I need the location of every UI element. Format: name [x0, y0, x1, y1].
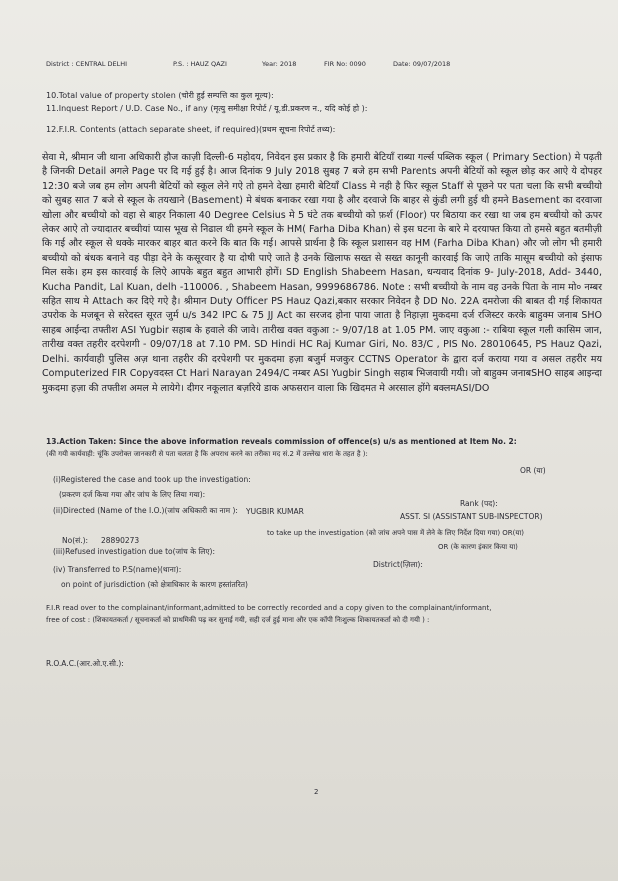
police-station-field: P.S. : HAUZ QAZI: [173, 60, 227, 68]
rank-label: Rank (पद):: [460, 499, 498, 508]
jurisdiction-note: on point of jurisdiction (को क्षेत्राधिकार के कारण हस्तांतरित): [61, 580, 248, 589]
item-13-hindi: (की गयी कार्यवाही: चूंकि उपरोक्त जानकारी से पता चलता है कि अपराध करने का तरीका मद सं.2 में उल्लेख धारा के तहत है ):: [46, 450, 368, 458]
page-number: 2: [314, 788, 319, 796]
rank-value: ASST. SI (ASSISTANT SUB-INSPECTOR): [400, 512, 543, 521]
directed-io-label: (ii)Directed (Name of the I.O.)(जांच अधिकारी का नाम ):: [53, 506, 238, 515]
item-11-inquest-report: 11.Inquest Report / U.D. Case No., if any (मृत्यु समीक्षा रिपोर्ट / यू.डी.प्रकरण न., यदि कोई हो ):: [46, 104, 368, 113]
fir-read-over-statement: F.I.R read over to the complainant/informant,admitted to be correctly recorded and a copy given to the complainant/informant,: [46, 604, 492, 612]
take-up-investigation: to take up the investigation (को जांच अपने पास में लेने के लिए निर्देश दिया गया) OR(या): [267, 529, 525, 537]
fir-contents-text: सेवा मे, श्रीमान जी थाना अधिकारी हौज काज़ी दिल्ली-6 महोदय, निवेदन इस प्रकार है कि हमारी बेटियाँ राब्या गर्ल्स पब्लिक स्कूल ( Primary Section) मे पढ़ती है जिनकी Detail अगले Page पर दि गई हुई है। आज दिनांक 9 July 2018 सुबह 7 बजे हम सभी Parents अपनी बेटियों को स्कूल छोड़ कर आऐ ये दोपहर 12:30 बजे जब हम लोग अपनी बेटियों को स्कूल लेने गऐ तो हमने देखा हमारी बेटियाँ Class मे नही है फिर स्कूल Staff से पूछने पर पता चला कि सभी बच्चीयो को सुबह सात 7 बजे से स्कूल के तयखाने (Basement) मे बंधक बनाकर रखा गया है और दरवाजे कि बाहर से कुंडी लगी हुई थी हमने Basement का दरवाजा खोला और बच्चीयो को वहा से बाहर निकाला 40 Degree Celsius मे 5 घंटे तक बच्चीयो को फ़र्श (Floor) पर बिठाया कर रखा था जब हम बच्चीयो को ऊपर लेकर आऐ तो ज्यादातर बच्चीयां प्यास भूख से निढाल थी हमने स्कूल के HM( Farha Diba Khan) से इस घटना के बारे मे दरयाफ्त किया तो हमसे बहुत बतमीज़ी कि गई और स्कूल से धक्के मारकर बाहर बात करने कि बात कि गई। आपसे प्रार्थना है कि स्कूल प्रशासन वह HM (Farha Diba Khan) और जो लोग भी हमारी बच्चीयो को बंधक बनाने वह पीड़ा देने के कसूरवार है या दोषी पाऐ जाते है उनके खिलाफ सख्त से सख्त कानूनी कारवाई कि जाऐ ताकि मासूम बच्चीयो को इंसाफ मिल सके। हम इस कारवाई के लिऐ आपके बहुत बहुत आभारी होगें। SD English Shabeem Hasan, धन्यवाद दिनांक 9- July-2018, Add- 3440, Kucha Pandit, Lal Kuan, delh -110006. , Shabeem Hasan, 9999686786. Note : सभी बच्चीयो के नाम वह उनके पिता के नाम मो० नम्बर सहित साथ मे Attach कर दिऐ गऐ है। श्रीमान Duty Officer PS Hauz Qazi,बकार सरकार निवेदन है DD No. 22A दमरोजा की बाबत दी गई शिकायत उपरोक के मजबून से सरेदस्त सूरत जुर्म u/s 342 IPC & 75 JJ Act का सरजद होना पाया जाता है निहाज़ा मुकदमा दर्ज रजिस्टर करके बाहुक्म जनाब SHO साहब आईन्दा तफ्तीश ASI Yugbir सहाब के हवाले की जावे। तारीख वक्त वकुआ :- 9/07/18 at 1.05 PM. जाए वकुआ :- राबिया स्कूल गली कासिम जान, तारीख वक्त तहरीर दरपेशगी - 09/07/18 at 7.10 PM. SD Hindi HC Raj Kumar Giri, No. 83/C , PIS No. 28010645, PS Hauz Qazi, Delhi. कार्यवाही पुलिस अज़ थाना तहरीर की दरपेशगी पर मुकदमा हज़ा बजुर्म मजकुर CCTNS Operator के द्वारा दर्ज कराया गया व असल तहरीर मय Computerized FIR Copyवदस्त Ct Hari Narayan 2494/C नम्बर ASI Yugbir Singh सहाब भिजवायी गयी। जो बाहुक्म जनाबSHO साहब आइन्दा मुकदमा हज़ा की तफ्तीश अमल मे लायेगे। दीगर नकूलात बज़रिये डाक अफसरान वाला कि खिदमत मे अरसाल होंगे बक्लमASI/DO: [42, 152, 602, 394]
district-label: District(ज़िला):: [373, 560, 423, 569]
registered-case-hindi: (प्रकरण दर्ज किया गया और जांच के लिए लिया गया):: [59, 490, 206, 499]
district-field: District : CENTRAL DELHI: [46, 60, 128, 68]
date-field: Date: 09/07/2018: [393, 60, 451, 68]
transferred-to-ps: (iv) Transferred to P.S(name)(थाना):: [53, 565, 182, 574]
roac-label: R.O.A.C.(आर.ओ.ए.सी.):: [46, 659, 124, 668]
free-of-cost-statement: free of cost : (शिकायतकर्ता / सूचनाकर्ता को प्राथमिकी पढ़ कर सुनाई गयी, सही दर्ज हुई माना और एक कॉपी निःशुल्क शिकायतकर्ता को दी गयी ) :: [46, 616, 430, 624]
item-10-property-value: 10.Total value of property stolen (चोरी हुई सम्पत्ति का कुल मूल्य):: [46, 91, 274, 100]
registered-case-option: (i)Registered the case and took up the investigation:: [53, 475, 251, 484]
refused-investigation: (iii)Refused investigation due to(जांच के लिए):: [53, 547, 215, 556]
fir-number-field: FIR No: 0090: [324, 60, 366, 68]
year-field: Year: 2018: [262, 60, 297, 68]
io-name-value: YUGBIR KUMAR: [246, 507, 304, 516]
or-option-2: OR (के कारण इंकार किया या): [438, 543, 518, 551]
item-12-heading: 12.F.I.R. Contents (attach separate sheet, if required)(प्रथम सूचना रिपोर्ट तथ्य):: [46, 125, 336, 134]
io-number-label: No(सं.):: [62, 536, 89, 545]
or-option-1: OR (या): [520, 466, 546, 475]
io-number-value: 28890273: [101, 536, 140, 545]
item-13-heading: 13.Action Taken: Since the above information reveals commission of offence(s) u/s as mentioned at Item No. 2:: [46, 437, 517, 446]
